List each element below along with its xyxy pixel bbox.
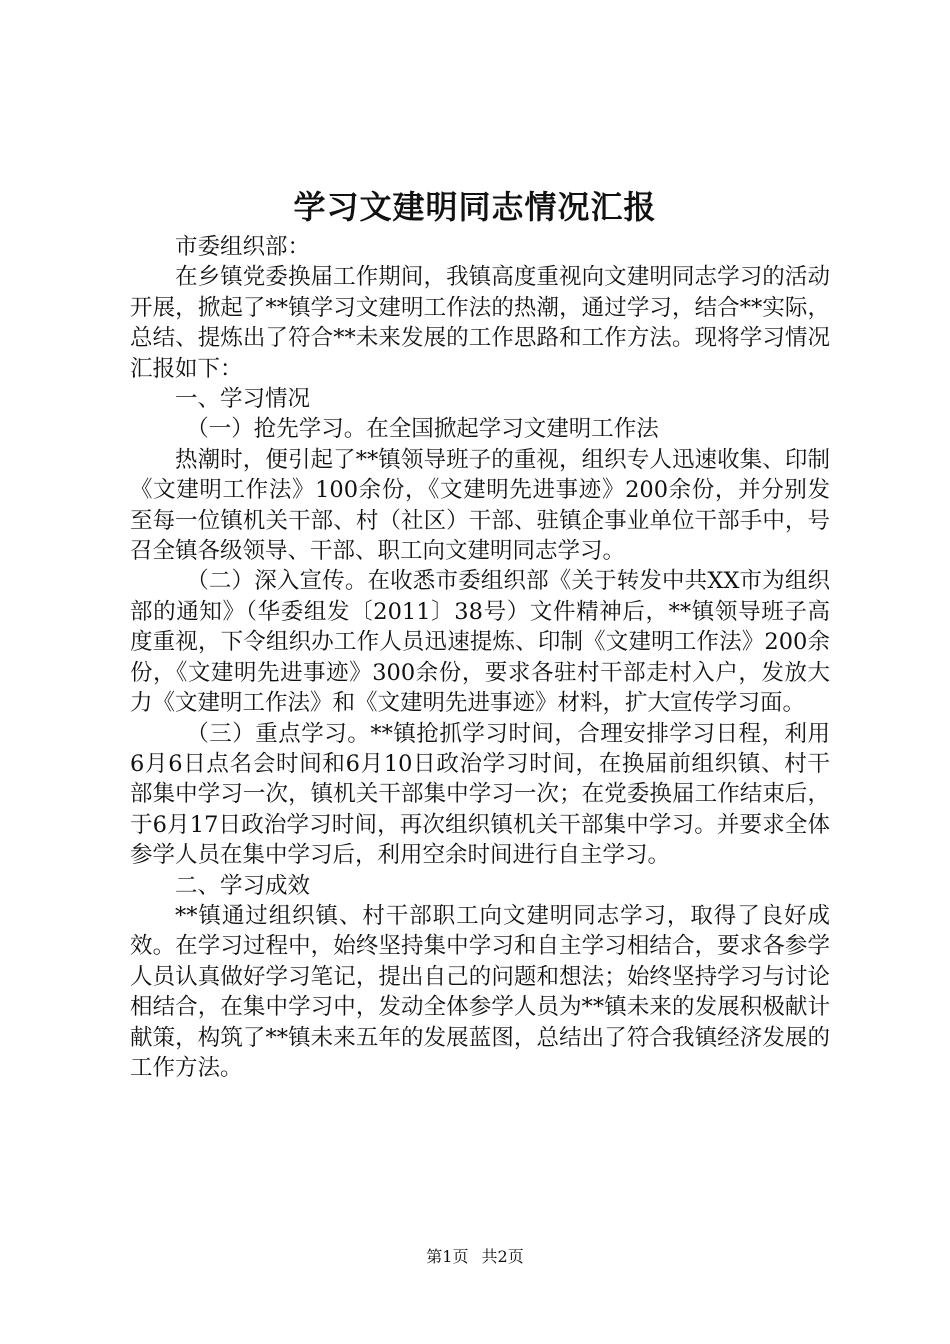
section-heading-study-situation: 一、学习情况: [175, 386, 311, 413]
document-body: [130, 232, 830, 1083]
subsection-heading-first: （一）抢先学习。在全国掀起学习文建明工作法: [186, 416, 659, 443]
section-heading-study-results: 二、学习成效: [175, 872, 311, 899]
paragraph-third-key-study: （三）重点学习。**镇抢抓学习时间，合理安排学习日程，利用6月6日点名会时间和6月10日政治学习时间，在换届前组织镇、村干部集中学习一次，镇机关干部集中学习一次；在党委换届工作结束后，于6月17日政治学习时间，再次组织镇机关干部集中学习。并要求全体参学人员在集中学习后，利用空余时间进行自主学习。: [130, 720, 830, 869]
document-title: 学习文建明同志情况汇报: [293, 188, 657, 226]
page-number: 第1页: [426, 1247, 469, 1266]
paragraph-second-promotion: （二）深入宣传。在收悉市委组织部《关于转发中共XX市为组织部的通知》（华委组发〔2011〕38号）文件精神后，**镇领导班子高度重视，下令组织办工作人员迅速提炼、印制《文建明工作法》200余份，《文建明先进事迹》300余份，要求各驻村干部走村入户，发放大力《文建明工作法》和《文建明先进事迹》材料，扩大宣传学习面。: [130, 568, 830, 717]
paragraph-first-study: 热潮时，便引起了**镇领导班子的重视，组织专人迅速收集、印制《文建明工作法》100余份，《文建明先进事迹》200余份，并分别发至每一位镇机关干部、村（社区）干部、驻镇企事业单位干部手中，号召全镇各级领导、干部、职工向文建明同志学习。: [130, 446, 830, 565]
page-total: 共2页: [481, 1247, 524, 1266]
intro-paragraph: 在乡镇党委换届工作期间，我镇高度重视向文建明同志学习的活动开展，掀起了**镇学习文建明工作法的热潮，通过学习，结合**实际，总结、提炼出了符合**未来发展的工作思路和工作方法。现将学习情况汇报如下：: [130, 264, 830, 382]
paragraph-results: **镇通过组织镇、村干部职工向文建明同志学习，取得了良好成效。在学习过程中，始终坚持集中学习和自主学习相结合，要求各参学人员认真做好学习笔记，提出自己的问题和想法；始终坚持学习与讨论相结合，在集中学习中，发动全体参学人员为**镇未来的发展积极献计献策，构筑了**镇未来五年的发展蓝图，总结出了符合我镇经济发展的工作方法。: [130, 902, 830, 1081]
salutation: 市委组织部：: [175, 234, 311, 260]
page-footer: [0, 1244, 950, 1267]
